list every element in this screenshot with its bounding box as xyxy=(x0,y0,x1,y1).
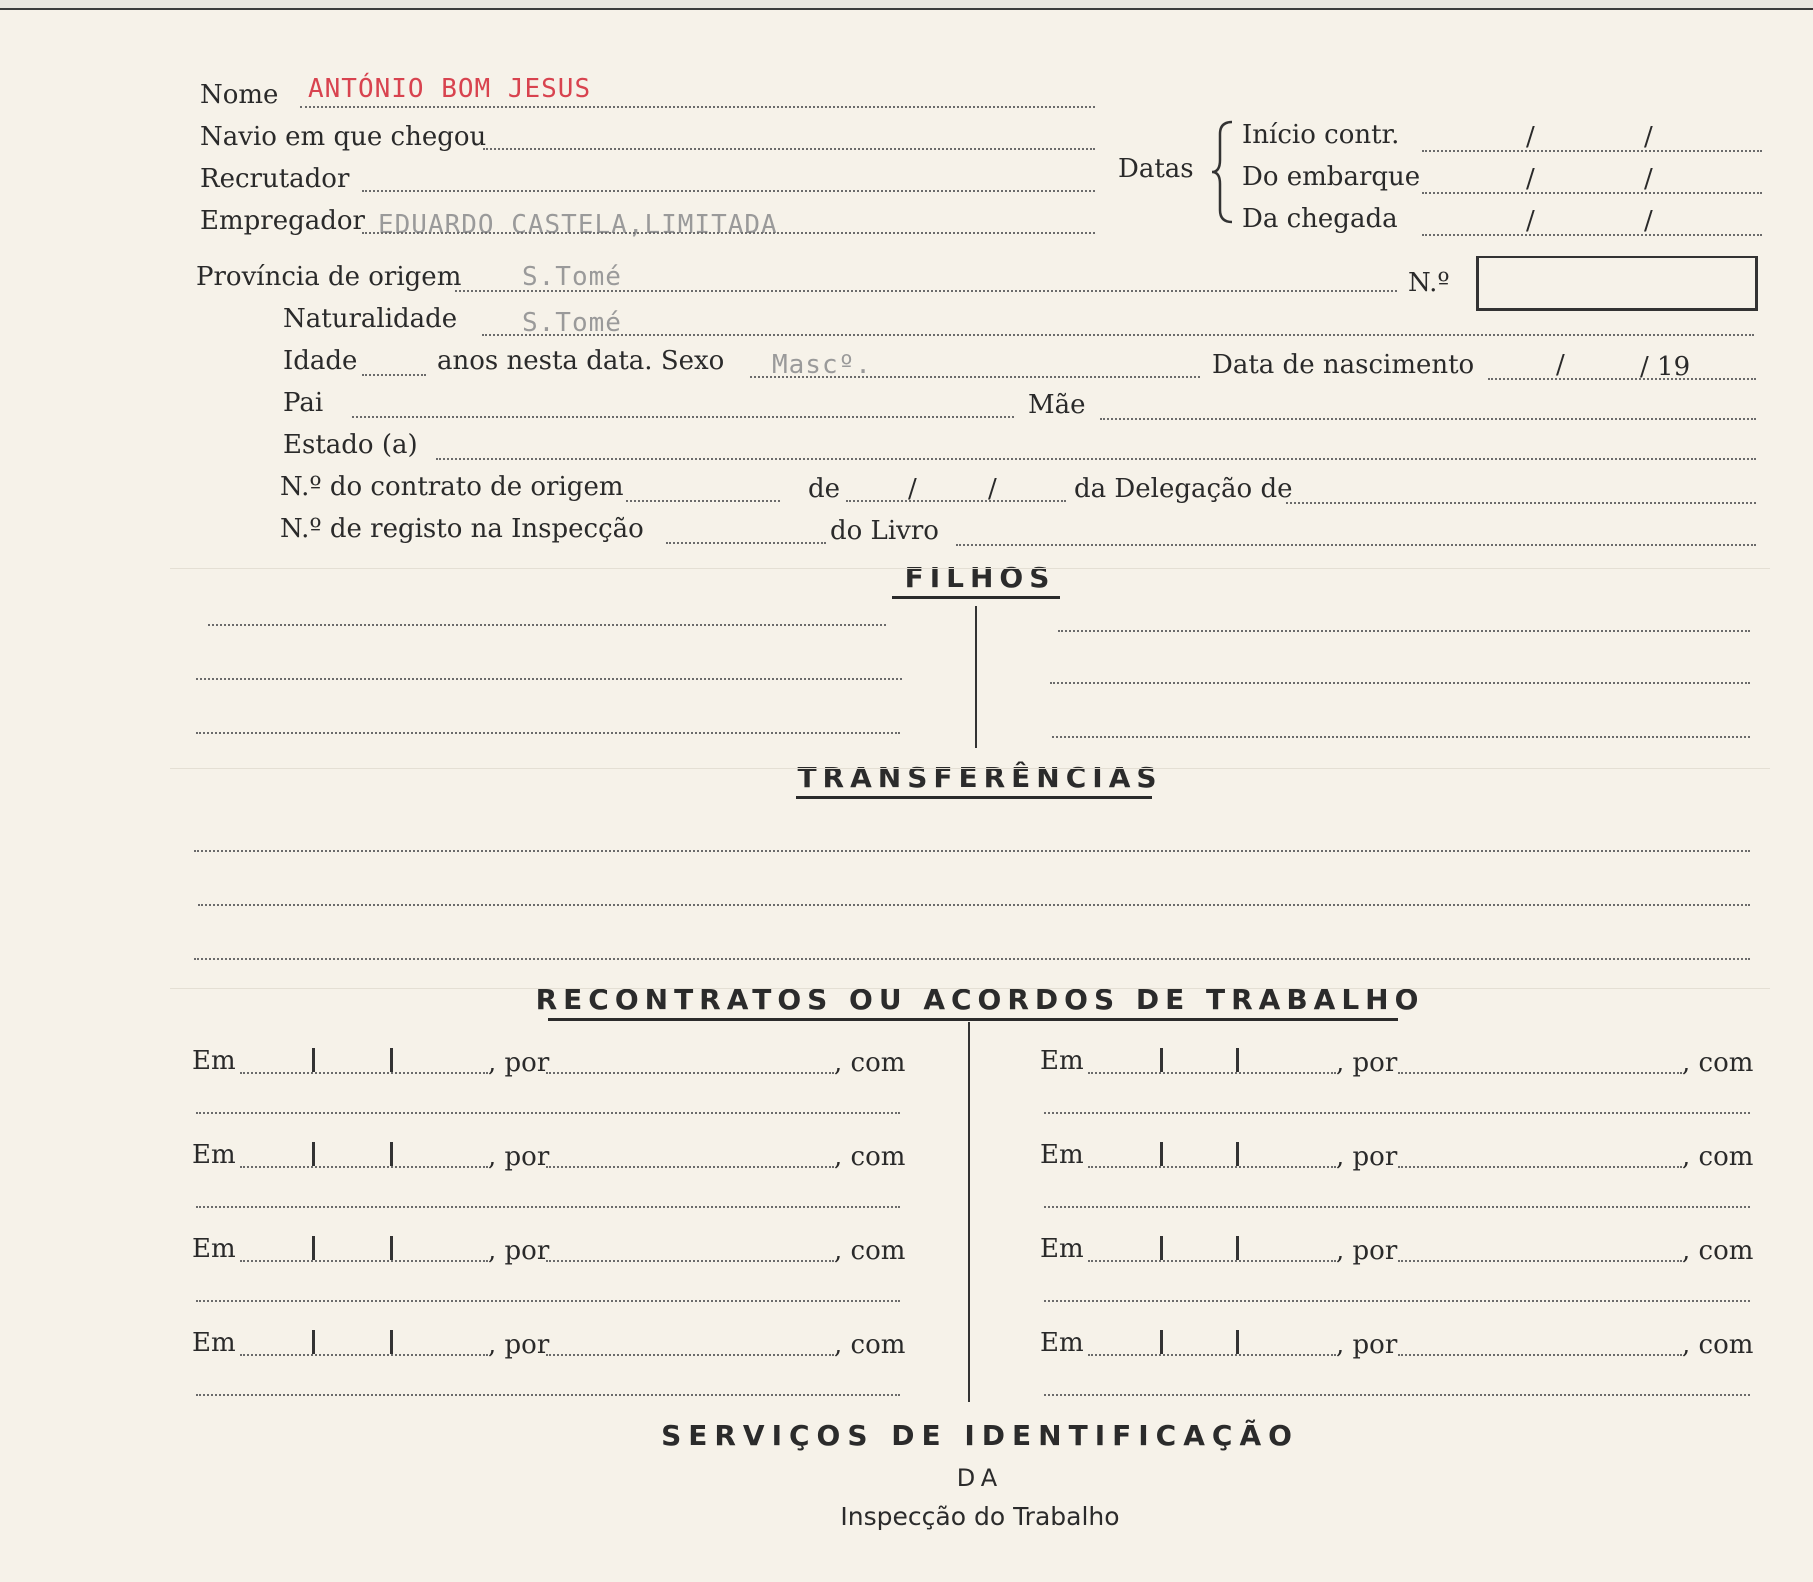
idade-label: Idade xyxy=(283,346,358,376)
livro-field[interactable] xyxy=(956,544,1756,546)
embarque-slash-2: / xyxy=(1644,164,1653,194)
recontrato-por-label: , por xyxy=(488,1142,550,1172)
nome-value[interactable]: ANTÓNIO BOM JESUS xyxy=(308,74,592,104)
numero-box[interactable] xyxy=(1476,256,1758,311)
recontrato-por-label: , por xyxy=(1336,1236,1398,1266)
recontratos-heading: RECONTRATOS OU ACORDOS DE TRABALHO xyxy=(535,983,1425,1016)
chegada-field[interactable] xyxy=(1422,234,1762,236)
transferencias-line-3[interactable] xyxy=(194,958,1750,960)
recontrato-com-label: , com xyxy=(1682,1142,1754,1172)
recontrato-em-label: Em xyxy=(1040,1046,1084,1076)
recontrato-com-field[interactable] xyxy=(1044,1206,1750,1208)
footer-line-2: DA xyxy=(956,1464,1004,1492)
paper-rule xyxy=(170,988,1770,989)
numero-label: N.º xyxy=(1408,268,1450,298)
footer-line-1: SERVIÇOS DE IDENTIFICAÇÃO xyxy=(661,1419,1299,1452)
chegada-slash-2: / xyxy=(1644,206,1653,236)
empregador-label: Empregador xyxy=(200,206,365,236)
recontratos-underline xyxy=(548,1018,1398,1021)
recontrato-date-field[interactable] xyxy=(240,1354,488,1356)
inicio-label: Início contr. xyxy=(1242,120,1400,150)
recontrato-em-label: Em xyxy=(1040,1140,1084,1170)
contrato-label: N.º do contrato de origem xyxy=(280,472,624,502)
filhos-underline xyxy=(892,596,1060,599)
recontrato-por-label: , por xyxy=(488,1330,550,1360)
contrato-de-label: de xyxy=(808,474,841,504)
mae-label: Mãe xyxy=(1028,390,1086,420)
nascimento-label: Data de nascimento xyxy=(1212,350,1475,380)
recontrato-date-separator xyxy=(390,1330,393,1354)
recontrato-por-field[interactable] xyxy=(546,1072,834,1074)
recontrato-date-field[interactable] xyxy=(1088,1260,1336,1262)
recontrato-com-field[interactable] xyxy=(196,1300,900,1302)
embarque-field[interactable] xyxy=(1422,192,1762,194)
naturalidade-label: Naturalidade xyxy=(283,304,458,334)
filhos-heading: FILHOS xyxy=(904,561,1056,594)
recontrato-com-field[interactable] xyxy=(196,1112,900,1114)
pai-label: Pai xyxy=(283,388,324,418)
filhos-left-line-3[interactable] xyxy=(196,732,900,734)
recontrato-por-label: , por xyxy=(488,1048,550,1078)
filhos-right-line-2[interactable] xyxy=(1050,682,1750,684)
estado-field[interactable] xyxy=(436,458,1756,460)
recontrato-date-separator xyxy=(1236,1330,1239,1354)
estado-label: Estado (a) xyxy=(283,430,418,460)
filhos-left-line-1[interactable] xyxy=(208,624,886,626)
recontrato-date-separator xyxy=(1160,1330,1163,1354)
recontrato-date-separator xyxy=(1236,1142,1239,1166)
contrato-date-field[interactable] xyxy=(846,500,1066,502)
naturalidade-value[interactable]: S.Tomé xyxy=(522,308,622,338)
filhos-left-line-2[interactable] xyxy=(196,678,902,680)
recontrato-por-field[interactable] xyxy=(546,1260,834,1262)
recontrato-date-separator xyxy=(1236,1048,1239,1072)
recontrato-em-label: Em xyxy=(1040,1328,1084,1358)
recontratos-divider xyxy=(968,1022,970,1402)
nome-line xyxy=(300,106,1095,108)
recontrato-com-field[interactable] xyxy=(1044,1394,1750,1396)
recontrato-em-label: Em xyxy=(1040,1234,1084,1264)
recontrato-com-label: , com xyxy=(834,1236,906,1266)
idade-field[interactable] xyxy=(362,374,426,376)
recrutador-label: Recrutador xyxy=(200,164,350,194)
sexo-line xyxy=(750,376,1200,378)
embarque-slash-1: / xyxy=(1526,164,1535,194)
recontrato-com-label: , com xyxy=(1682,1330,1754,1360)
recontrato-date-separator xyxy=(312,1142,315,1166)
recontrato-por-label: , por xyxy=(1336,1142,1398,1172)
registo-field[interactable] xyxy=(666,542,826,544)
navio-field[interactable] xyxy=(483,148,1095,150)
recontrato-date-separator xyxy=(1160,1236,1163,1260)
inicio-slash-2: / xyxy=(1644,122,1653,152)
inicio-field[interactable] xyxy=(1422,150,1762,152)
naturalidade-line xyxy=(482,334,1754,336)
recontrato-por-field[interactable] xyxy=(1398,1166,1682,1168)
recontrato-com-label: , com xyxy=(1682,1048,1754,1078)
recontrato-date-separator xyxy=(312,1330,315,1354)
transferencias-underline xyxy=(796,796,1152,799)
registo-label: N.º de registo na Inspecção xyxy=(280,514,644,544)
recontrato-com-field[interactable] xyxy=(1044,1300,1750,1302)
recontrato-date-separator xyxy=(312,1236,315,1260)
pai-field[interactable] xyxy=(352,416,1014,418)
filhos-right-line-3[interactable] xyxy=(1052,736,1750,738)
embarque-label: Do embarque xyxy=(1242,162,1421,192)
recontrato-date-separator xyxy=(390,1048,393,1072)
nascimento-year: / 19 xyxy=(1640,352,1691,382)
recontrato-date-separator xyxy=(1160,1142,1163,1166)
recontrato-por-field[interactable] xyxy=(546,1354,834,1356)
filhos-divider xyxy=(975,606,977,748)
recontrato-com-field[interactable] xyxy=(1044,1112,1750,1114)
sexo-value[interactable]: Mascº. xyxy=(772,350,872,380)
recontrato-date-field[interactable] xyxy=(1088,1166,1336,1168)
anos-sexo-label: anos nesta data. Sexo xyxy=(437,346,725,376)
recontrato-por-label: , por xyxy=(1336,1048,1398,1078)
recontrato-date-separator xyxy=(1160,1048,1163,1072)
recontrato-date-separator xyxy=(390,1236,393,1260)
provincia-line xyxy=(455,290,1397,292)
recontrato-com-label: , com xyxy=(834,1048,906,1078)
recontrato-com-field[interactable] xyxy=(196,1206,900,1208)
empregador-value[interactable]: EDUARDO CASTELA,LIMITADA xyxy=(378,210,778,240)
nascimento-slash: / xyxy=(1556,350,1565,380)
recontrato-em-label: Em xyxy=(192,1234,236,1264)
inicio-slash-1: / xyxy=(1526,122,1535,152)
contrato-field[interactable] xyxy=(626,500,780,502)
recontrato-por-field[interactable] xyxy=(1398,1354,1682,1356)
recontrato-por-field[interactable] xyxy=(546,1166,834,1168)
recontrato-em-label: Em xyxy=(192,1046,236,1076)
recontrato-com-label: , com xyxy=(834,1330,906,1360)
recontrato-por-label: , por xyxy=(1336,1330,1398,1360)
nascimento-field[interactable] xyxy=(1488,378,1756,380)
recontrato-date-field[interactable] xyxy=(240,1260,488,1262)
recontrato-date-field[interactable] xyxy=(1088,1354,1336,1356)
recontrato-date-separator xyxy=(1236,1236,1239,1260)
recontrato-date-field[interactable] xyxy=(240,1072,488,1074)
paper-rule xyxy=(170,768,1770,769)
empregador-line xyxy=(362,232,1095,234)
datas-brace-icon xyxy=(1210,120,1238,224)
recontrato-date-separator xyxy=(312,1048,315,1072)
recontrato-date-separator xyxy=(390,1142,393,1166)
paper-rule xyxy=(170,568,1770,569)
transferencias-heading: TRANSFERÊNCIAS xyxy=(797,761,1163,794)
recontrato-com-label: , com xyxy=(1682,1236,1754,1266)
navio-label: Navio em que chegou xyxy=(200,122,487,152)
transferencias-line-2[interactable] xyxy=(198,904,1750,906)
chegada-label: Da chegada xyxy=(1242,204,1398,234)
transferencias-line-1[interactable] xyxy=(194,850,1750,852)
filhos-right-line-1[interactable] xyxy=(1058,630,1750,632)
livro-label: do Livro xyxy=(830,516,939,546)
recontrato-em-label: Em xyxy=(192,1140,236,1170)
recontrato-por-field[interactable] xyxy=(1398,1260,1682,1262)
provincia-value[interactable]: S.Tomé xyxy=(522,262,622,292)
nome-label: Nome xyxy=(200,80,279,110)
contrato-slash-2: / xyxy=(988,474,997,504)
identification-card xyxy=(0,8,1813,1582)
delegacao-field[interactable] xyxy=(1286,502,1756,504)
recontrato-date-field[interactable] xyxy=(1088,1072,1336,1074)
delegacao-label: da Delegação de xyxy=(1074,474,1293,504)
footer-line-3: Inspecção do Trabalho xyxy=(840,1502,1120,1531)
recontrato-date-field[interactable] xyxy=(240,1166,488,1168)
provincia-label: Província de origem xyxy=(196,262,462,292)
recontrato-com-field[interactable] xyxy=(196,1394,900,1396)
datas-label: Datas xyxy=(1118,154,1194,184)
contrato-slash-1: / xyxy=(908,474,917,504)
recrutador-field[interactable] xyxy=(362,190,1095,192)
chegada-slash-1: / xyxy=(1526,206,1535,236)
recontrato-por-label: , por xyxy=(488,1236,550,1266)
recontrato-com-label: , com xyxy=(834,1142,906,1172)
recontrato-por-field[interactable] xyxy=(1398,1072,1682,1074)
mae-field[interactable] xyxy=(1100,418,1756,420)
recontrato-em-label: Em xyxy=(192,1328,236,1358)
